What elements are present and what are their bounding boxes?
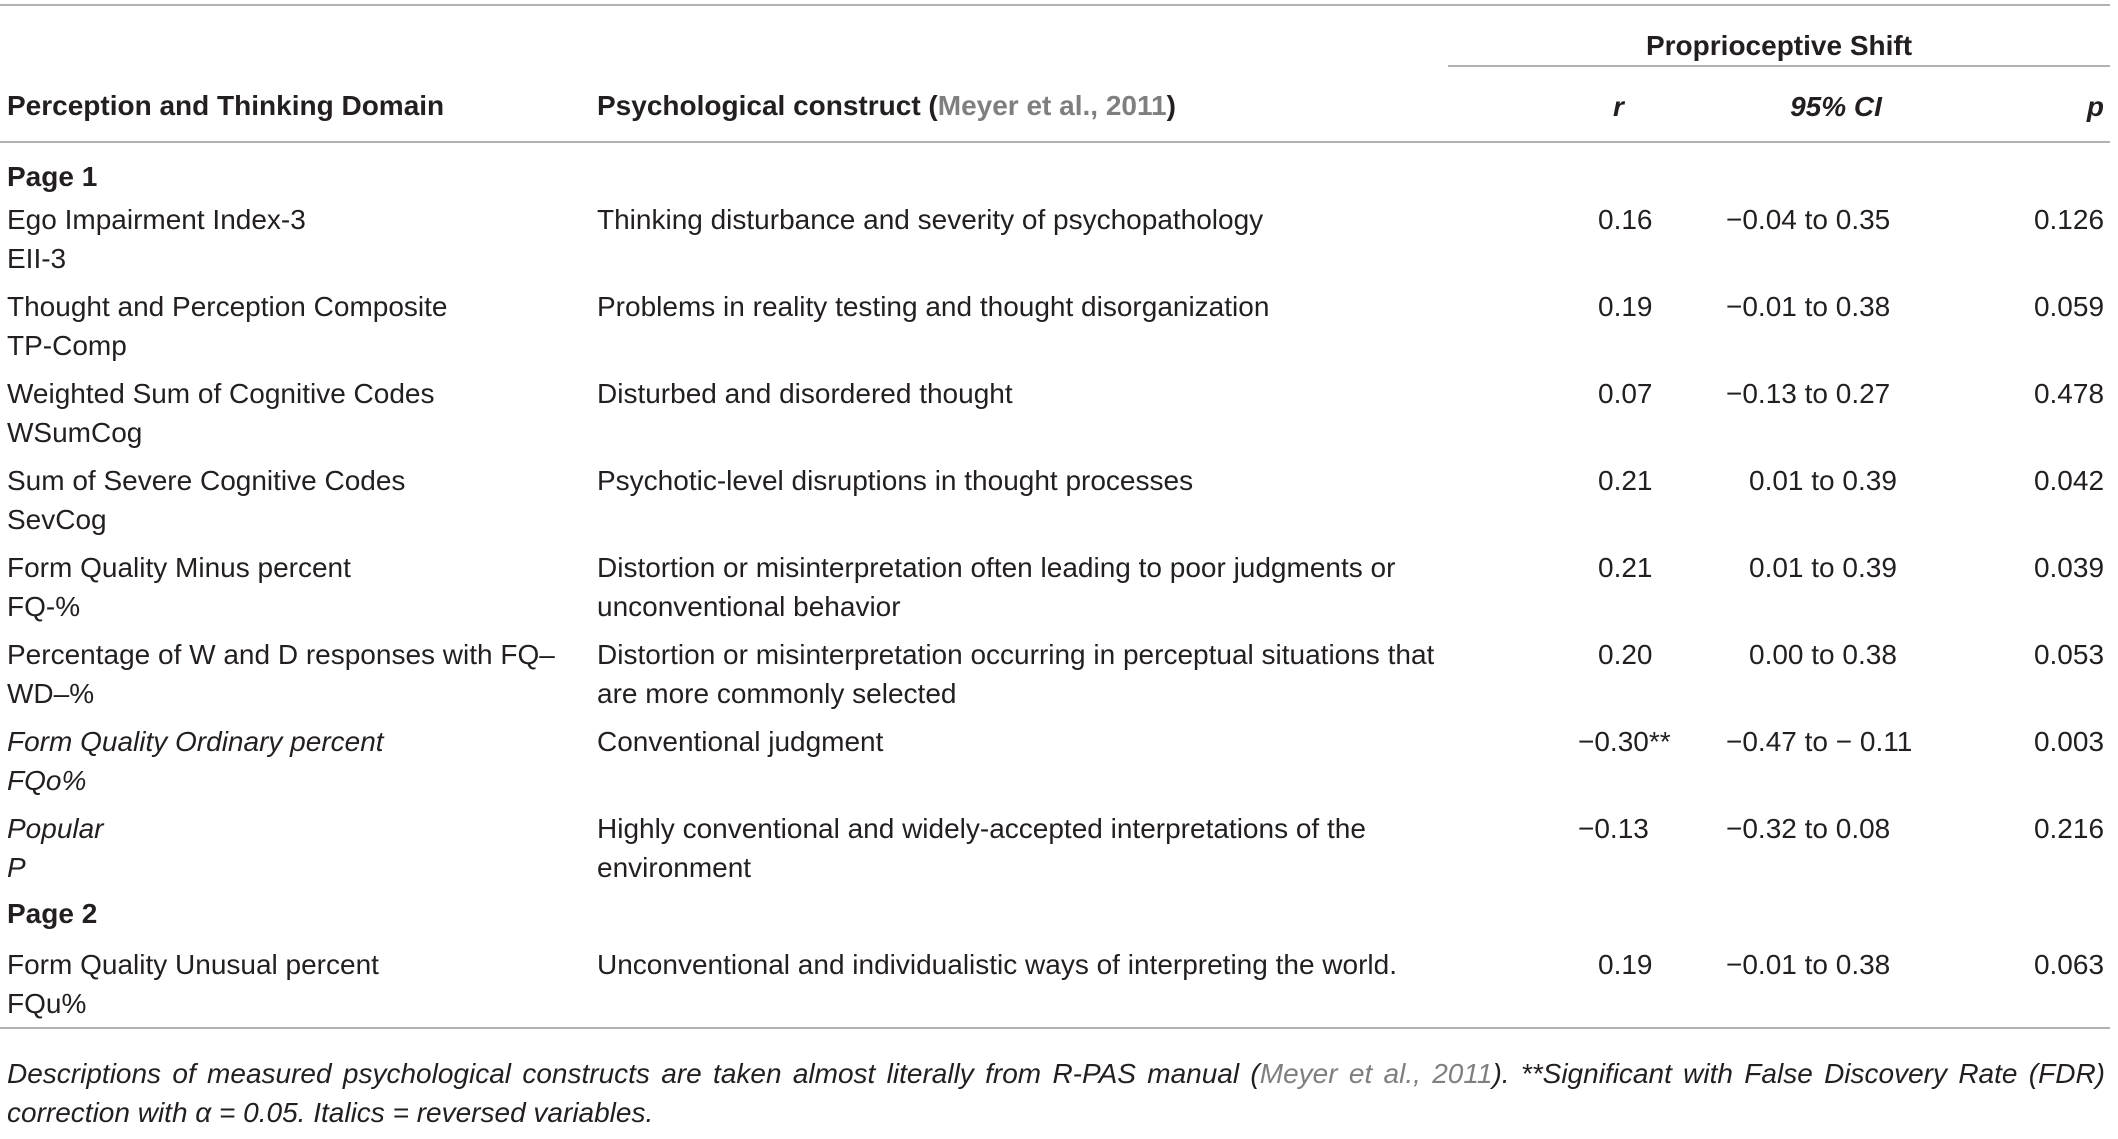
variable-abbreviation: WD–% bbox=[7, 678, 95, 709]
variable-name: Form Quality Minus percent bbox=[7, 552, 351, 583]
ci-cell: −0.13 to 0.27 bbox=[1726, 378, 1891, 409]
r-cell: 0.07 bbox=[1598, 378, 1653, 409]
p-cell: 0.059 bbox=[2033, 291, 2105, 322]
variable-cell bbox=[0, 196, 590, 283]
construct-cell: Distortion or misinterpretation often leading to poor judgments or unconventional behavior bbox=[597, 552, 1396, 622]
ci-cell: −0.04 to 0.35 bbox=[1726, 204, 1891, 235]
group-header: Proprioceptive Shift bbox=[1448, 5, 2110, 66]
footnote-text-end: ). **Significant with False Discovery Rate (FDR) correction with α = 0.05. Italics = reversed variables. bbox=[7, 1058, 2105, 1128]
table-row bbox=[0, 457, 2110, 544]
variable-name: Sum of Severe Cognitive Codes bbox=[7, 465, 406, 496]
variable-name: Weighted Sum of Cognitive Codes bbox=[7, 378, 435, 409]
table-row bbox=[0, 370, 2110, 457]
p-cell: 0.126 bbox=[2033, 204, 2105, 235]
table-row bbox=[0, 544, 2110, 631]
ci-cell: −0.01 to 0.38 bbox=[1726, 291, 1891, 322]
column-header-p: p bbox=[1996, 66, 2110, 142]
variable-abbreviation: SevCog bbox=[7, 504, 107, 535]
table-row bbox=[0, 941, 2110, 1028]
variable-abbreviation: TP-Comp bbox=[7, 330, 127, 361]
footnote-text: Descriptions of measured psychological constructs are taken almost literally from R-PAS manual ( bbox=[7, 1058, 1260, 1089]
r-cell: 0.20 bbox=[1598, 639, 1653, 670]
r-cell: −0.30** bbox=[1578, 726, 1671, 757]
column-header-row bbox=[0, 66, 2110, 142]
p-cell: 0.063 bbox=[1996, 941, 2110, 1028]
p-cell: 0.478 bbox=[2033, 378, 2105, 409]
variable-abbreviation: P bbox=[7, 852, 26, 883]
construct-cell: Conventional judgment bbox=[597, 726, 884, 757]
table-row bbox=[0, 283, 2110, 370]
construct-cell: Highly conventional and widely-accepted interpretations of the environment bbox=[597, 813, 1366, 883]
construct-header-text: Psychological construct ( bbox=[597, 90, 938, 121]
construct-cell: Thinking disturbance and severity of psychopathology bbox=[597, 204, 1264, 235]
variable-abbreviation: EII-3 bbox=[7, 243, 67, 274]
construct-cell: Distortion or misinterpretation occurring in perceptual situations that are more commonly selected bbox=[597, 639, 1435, 709]
p-cell: 0.042 bbox=[2033, 465, 2105, 496]
construct-cell: Unconventional and individualistic ways of interpreting the world. bbox=[590, 941, 1448, 1028]
r-cell: −0.13 bbox=[1578, 813, 1649, 844]
section-row bbox=[0, 892, 2110, 941]
p-cell: 0.039 bbox=[2033, 552, 2105, 583]
variable-abbreviation: WSumCog bbox=[7, 417, 143, 448]
construct-header-citation[interactable]: Meyer et al., 2011 bbox=[937, 90, 1167, 121]
section-row bbox=[0, 142, 2110, 196]
ci-cell: 0.01 to 0.39 bbox=[1749, 552, 1897, 583]
section-label: Page 2 bbox=[7, 898, 98, 929]
section-label: Page 1 bbox=[7, 161, 98, 192]
variable-name: Form Quality Ordinary percent bbox=[7, 726, 384, 757]
p-cell: 0.003 bbox=[2033, 726, 2105, 757]
r-cell: 0.21 bbox=[1598, 465, 1653, 496]
variable-name: Popular bbox=[7, 813, 104, 844]
variable-abbreviation: FQ-% bbox=[7, 591, 81, 622]
table-row bbox=[0, 631, 2110, 718]
table-row bbox=[0, 196, 2110, 283]
variable-abbreviation: FQu% bbox=[7, 988, 87, 1019]
ci-cell: 0.00 to 0.38 bbox=[1749, 639, 1897, 670]
variable-cell bbox=[0, 283, 590, 370]
table-row bbox=[0, 718, 2110, 805]
variable-name: Form Quality Unusual percent bbox=[7, 949, 379, 980]
footnote-citation[interactable]: Meyer et al., 2011 bbox=[1259, 1058, 1493, 1089]
p-cell: 0.053 bbox=[2033, 639, 2105, 670]
column-header-ci: 95% CI bbox=[1676, 66, 1996, 142]
ci-cell: −0.32 to 0.08 bbox=[1726, 813, 1891, 844]
variable-cell bbox=[0, 544, 590, 631]
column-header-r: r bbox=[1448, 66, 1676, 142]
table-footnote bbox=[7, 1054, 2105, 1132]
construct-header-close: ) bbox=[1166, 90, 1176, 121]
variable-name: Thought and Perception Composite bbox=[7, 291, 448, 322]
r-cell: 0.19 bbox=[1598, 291, 1653, 322]
variable-abbreviation: FQo% bbox=[7, 765, 87, 796]
r-cell: 0.16 bbox=[1598, 204, 1653, 235]
construct-cell: Disturbed and disordered thought bbox=[597, 378, 1013, 409]
r-cell: 0.19 bbox=[1448, 941, 1676, 1028]
ci-cell: 0.01 to 0.39 bbox=[1749, 465, 1897, 496]
variable-name: Percentage of W and D responses with FQ– bbox=[7, 639, 555, 670]
variable-cell bbox=[0, 457, 590, 544]
ci-cell: −0.01 to 0.38 bbox=[1676, 941, 1996, 1028]
variable-cell bbox=[0, 805, 590, 892]
variable-cell bbox=[0, 631, 590, 718]
results-table bbox=[0, 4, 2110, 1029]
construct-cell: Problems in reality testing and thought disorganization bbox=[597, 291, 1270, 322]
variable-cell bbox=[0, 941, 590, 1028]
variable-cell bbox=[0, 370, 590, 457]
table-top-rule bbox=[0, 5, 2110, 66]
table-row bbox=[0, 805, 2110, 892]
variable-name: Ego Impairment Index-3 bbox=[7, 204, 306, 235]
ci-cell: −0.47 to − 0.11 bbox=[1726, 726, 1913, 757]
column-header-construct bbox=[590, 66, 1448, 142]
p-cell: 0.216 bbox=[2033, 813, 2105, 844]
construct-cell: Psychotic-level disruptions in thought processes bbox=[597, 465, 1194, 496]
r-cell: 0.21 bbox=[1598, 552, 1653, 583]
table-body bbox=[0, 142, 2110, 1028]
column-header-domain: Perception and Thinking Domain bbox=[0, 66, 590, 142]
variable-cell bbox=[0, 718, 590, 805]
